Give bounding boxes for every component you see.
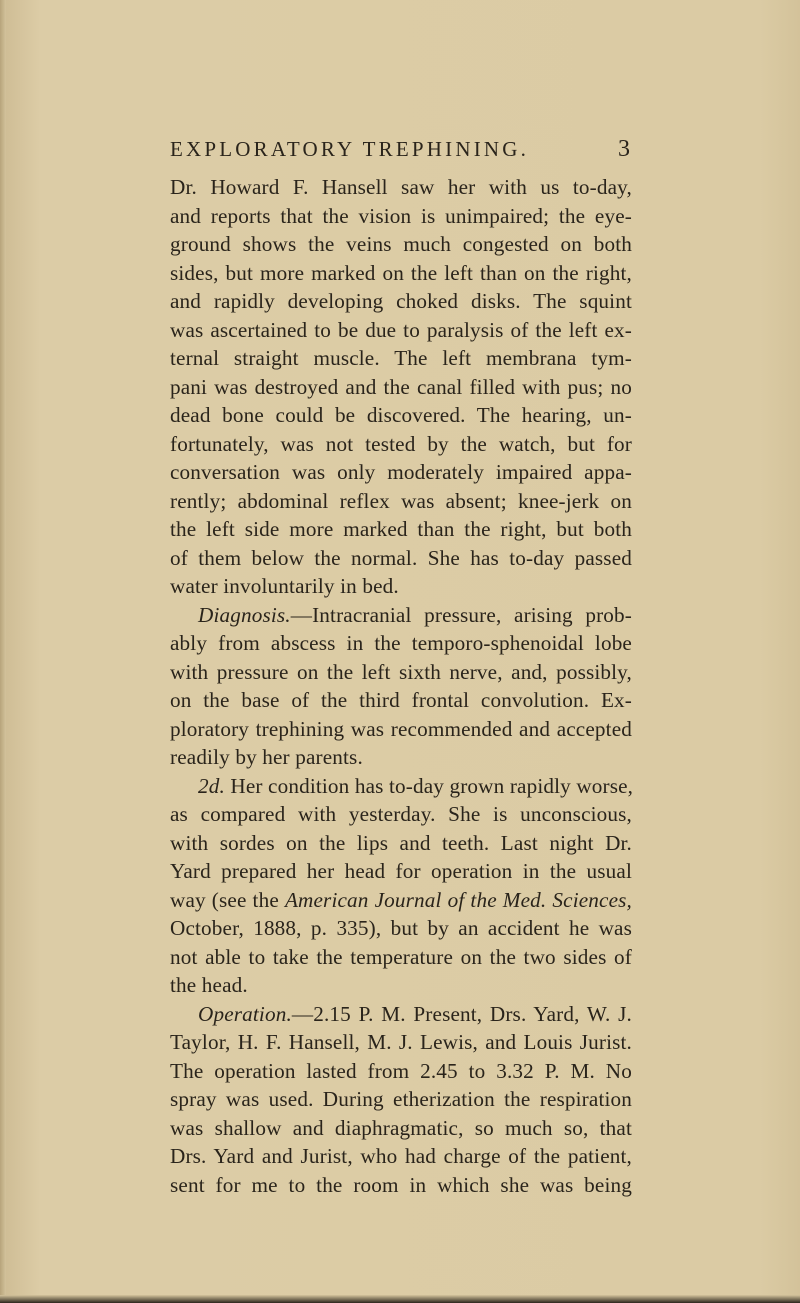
text-line: Drs. Yard and Jurist, who had charge of the patient, xyxy=(170,1144,632,1168)
text-line: Taylor, H. F. Hansell, M. J. Lewis, and Louis Jurist. xyxy=(170,1030,632,1054)
text-line: conversation was only moderately impaired appa- xyxy=(170,460,632,484)
page-left-edge xyxy=(0,0,6,1303)
text-line: with sordes on the lips and teeth. Last night Dr. xyxy=(170,830,632,855)
text-line-citation: way (see the American Journal of the Med. Sciences, xyxy=(170,887,632,912)
text-line-2d: 2d. Her condition has to-day grown rapidly worse, xyxy=(198,773,634,798)
operation-heading: Operation. xyxy=(198,1001,292,1026)
text-line: the head. xyxy=(170,973,248,997)
text-line: ternal straight muscle. The left membrana tym- xyxy=(170,346,632,370)
text-line: as compared with yesterday. She is unconscious, xyxy=(170,802,632,826)
text-line: Yard prepared her head for operation in the usual xyxy=(170,859,632,883)
text-line: ploratory trephining was recommended and accepted xyxy=(170,716,632,741)
running-head xyxy=(170,136,630,163)
text-line: Dr. Howard F. Hansell saw her with us to-day, xyxy=(170,175,632,199)
text-line: rently; abdominal reflex was absent; knee-jerk on xyxy=(170,488,632,513)
text-line: readily by her parents. xyxy=(170,745,363,769)
text-line: spray was used. During etherization the respiration xyxy=(170,1087,632,1111)
text-line: October, 1888, p. 335), but by an accident he was xyxy=(170,916,632,940)
date-heading: 2d. xyxy=(198,773,225,798)
running-title: EXPLORATORY TREPHINING. xyxy=(170,137,530,161)
text-line-diagnosis: Diagnosis.—Intracranial pressure, arising prob- xyxy=(198,602,632,627)
body-text xyxy=(170,173,632,1199)
page-number: 3 xyxy=(618,136,630,162)
text-line: was ascertained to be due to paralysis of the left ex- xyxy=(170,317,632,342)
text-line: the left side more marked than the right, but both xyxy=(170,517,632,541)
text-line: The operation lasted from 2.45 to 3.32 P. M. No xyxy=(170,1058,632,1083)
text-line: ground shows the veins much congested on both xyxy=(170,232,632,256)
text-line: water involuntarily in bed. xyxy=(170,574,399,598)
diagnosis-heading: Diagnosis. xyxy=(198,602,291,627)
text-line: and reports that the vision is unimpaired; the eye- xyxy=(170,203,632,228)
text-line: was shallow and diaphragmatic, so much so, that xyxy=(170,1115,632,1140)
text-line-operation: Operation.—2.15 P. M. Present, Drs. Yard, W. J. xyxy=(198,1001,632,1026)
text-line: dead bone could be discovered. The hearing, un- xyxy=(170,403,632,427)
text-line: pani was destroyed and the canal filled with pus; no xyxy=(170,374,632,399)
text-line: ably from abscess in the temporo-sphenoidal lobe xyxy=(170,631,632,655)
text-line: not able to take the temperature on the two sides of xyxy=(170,944,632,969)
text-line: sides, but more marked on the left than on the right, xyxy=(170,260,632,285)
text-line: and rapidly developing choked disks. The squint xyxy=(170,289,632,313)
journal-citation: American Journal of the Med. Sciences, xyxy=(284,887,632,912)
text-line: sent for me to the room in which she was being xyxy=(170,1172,632,1197)
text-line: of them below the normal. She has to-day passed xyxy=(170,545,632,570)
text-line: with pressure on the left sixth nerve, and, possibly, xyxy=(170,659,632,684)
text-line: fortunately, was not tested by the watch, but for xyxy=(170,431,632,456)
text-line: on the base of the third frontal convolution. Ex- xyxy=(170,688,632,712)
page-bottom-edge xyxy=(0,1295,800,1303)
